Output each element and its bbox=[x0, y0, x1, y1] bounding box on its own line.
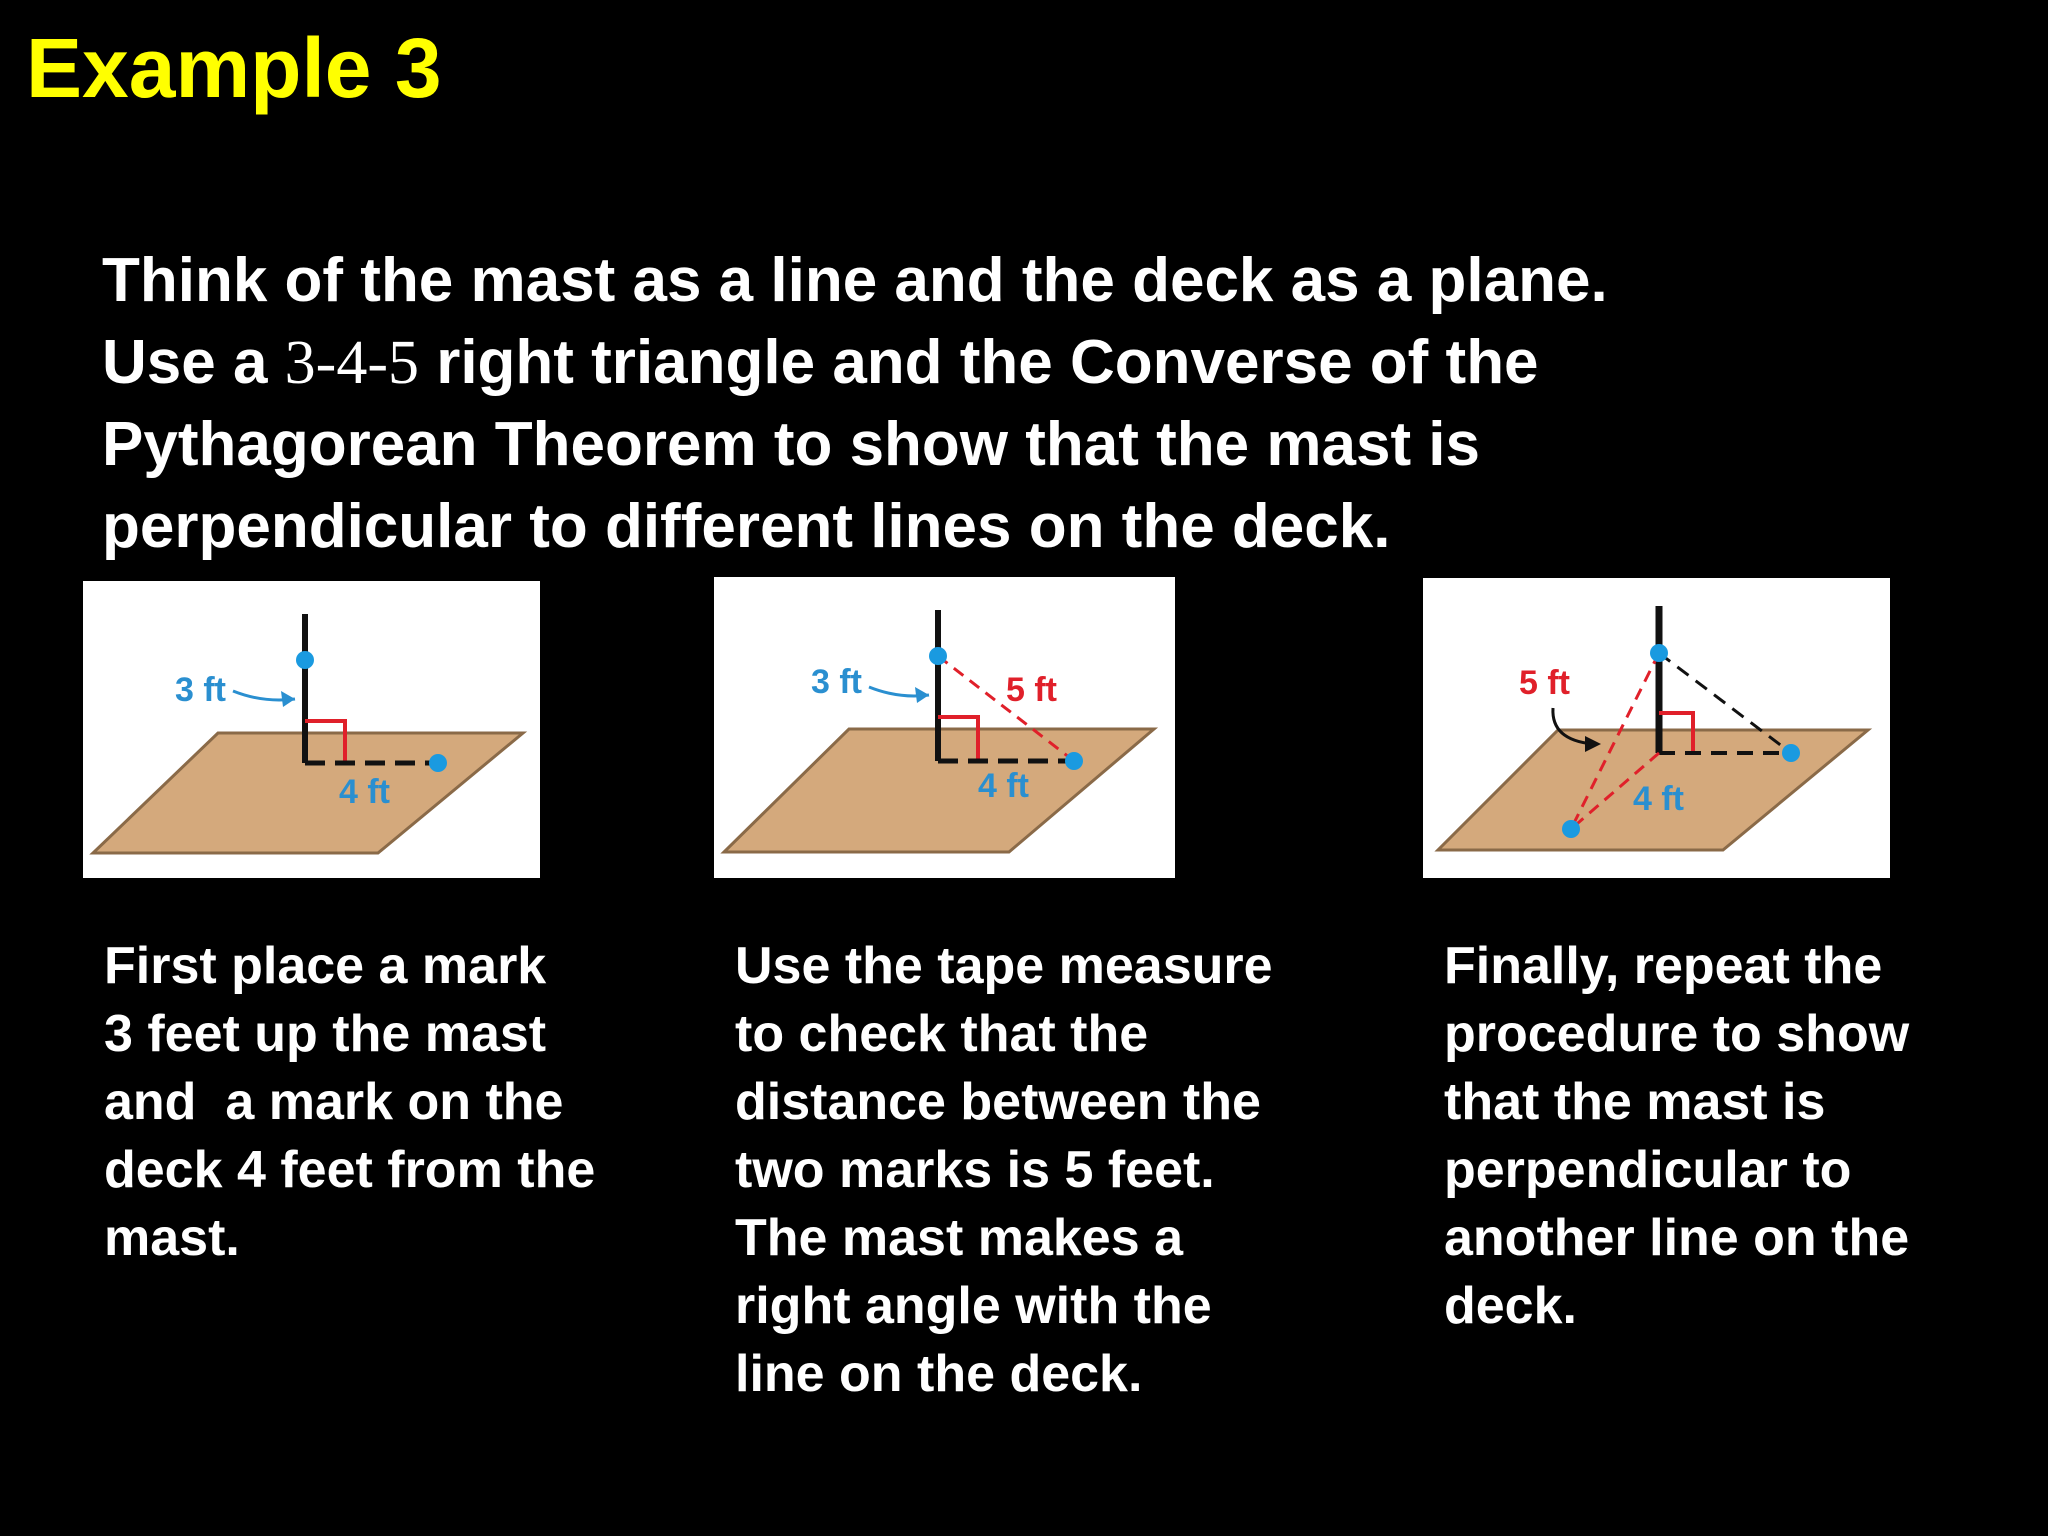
caption-2-line-5: The mast makes a bbox=[735, 1209, 1184, 1267]
caption-3-line-2: procedure to show bbox=[1444, 1005, 1910, 1063]
caption-3-line-6: deck. bbox=[1444, 1277, 1577, 1335]
deck-mark-dot bbox=[429, 754, 447, 772]
caption-1-line-3: and a mark on the bbox=[104, 1073, 564, 1131]
mast-mark-dot bbox=[1650, 644, 1668, 662]
intro-line-2 bbox=[102, 322, 1982, 404]
label-3ft: 3 ft bbox=[175, 671, 226, 709]
label-5ft: 5 ft bbox=[1006, 671, 1057, 709]
second-deck-mark-dot bbox=[1562, 820, 1580, 838]
caption-1-line-4: deck 4 feet from the bbox=[104, 1141, 596, 1199]
caption-2-line-3: distance between the bbox=[735, 1073, 1261, 1131]
caption-1-line-1: First place a mark bbox=[104, 937, 547, 995]
caption-2-line-2: to check that the bbox=[735, 1005, 1149, 1063]
intro-triangle-numbers: 3-4-5 bbox=[284, 329, 419, 397]
caption-2-line-1: Use the tape measure bbox=[735, 937, 1273, 995]
figure-1-panel bbox=[83, 581, 540, 878]
arrow-3ft-head bbox=[281, 691, 295, 707]
mast-mark-dot bbox=[929, 647, 947, 665]
arrow-3ft-head bbox=[915, 687, 929, 703]
mast-mark-dot bbox=[296, 651, 314, 669]
caption-1-line-2: 3 feet up the mast bbox=[104, 1005, 547, 1063]
caption-1-line-5: mast. bbox=[104, 1209, 240, 1267]
caption-3-line-1: Finally, repeat the bbox=[1444, 937, 1883, 995]
intro-text bbox=[102, 240, 1982, 568]
figure-2-panel bbox=[714, 577, 1175, 878]
caption-3-line-4: perpendicular to bbox=[1444, 1141, 1852, 1199]
intro-line-2-post: right triangle and the Converse of the bbox=[418, 328, 1539, 397]
caption-step-3 bbox=[1444, 932, 2024, 1340]
deck-mark-dot bbox=[1782, 744, 1800, 762]
caption-step-1 bbox=[104, 932, 664, 1272]
caption-step-2 bbox=[735, 932, 1375, 1408]
caption-2-line-6: right angle with the bbox=[735, 1277, 1212, 1335]
intro-line-2-pre: Use a bbox=[102, 328, 285, 397]
figure-1-diagram bbox=[83, 581, 540, 878]
label-4ft: 4 ft bbox=[339, 773, 390, 811]
figure-3-diagram bbox=[1423, 578, 1890, 878]
intro-line-4: perpendicular to different lines on the deck. bbox=[102, 492, 1391, 561]
intro-line-1: Think of the mast as a line and the deck as a plane. bbox=[102, 246, 1608, 315]
label-4ft: 4 ft bbox=[1633, 780, 1684, 818]
caption-2-line-4: two marks is 5 feet. bbox=[735, 1141, 1215, 1199]
intro-line-3: Pythagorean Theorem to show that the mast is bbox=[102, 410, 1481, 479]
caption-2-line-7: line on the deck. bbox=[735, 1345, 1143, 1403]
label-3ft: 3 ft bbox=[811, 663, 862, 701]
label-4ft: 4 ft bbox=[978, 767, 1029, 805]
slide-title: Example 3 bbox=[26, 21, 442, 115]
figure-2-diagram bbox=[714, 577, 1175, 878]
caption-3-line-5: another line on the bbox=[1444, 1209, 1910, 1267]
caption-3-line-3: that the mast is bbox=[1444, 1073, 1826, 1131]
figure-3-panel bbox=[1423, 578, 1890, 878]
deck-mark-dot bbox=[1065, 752, 1083, 770]
label-5ft: 5 ft bbox=[1519, 664, 1570, 702]
